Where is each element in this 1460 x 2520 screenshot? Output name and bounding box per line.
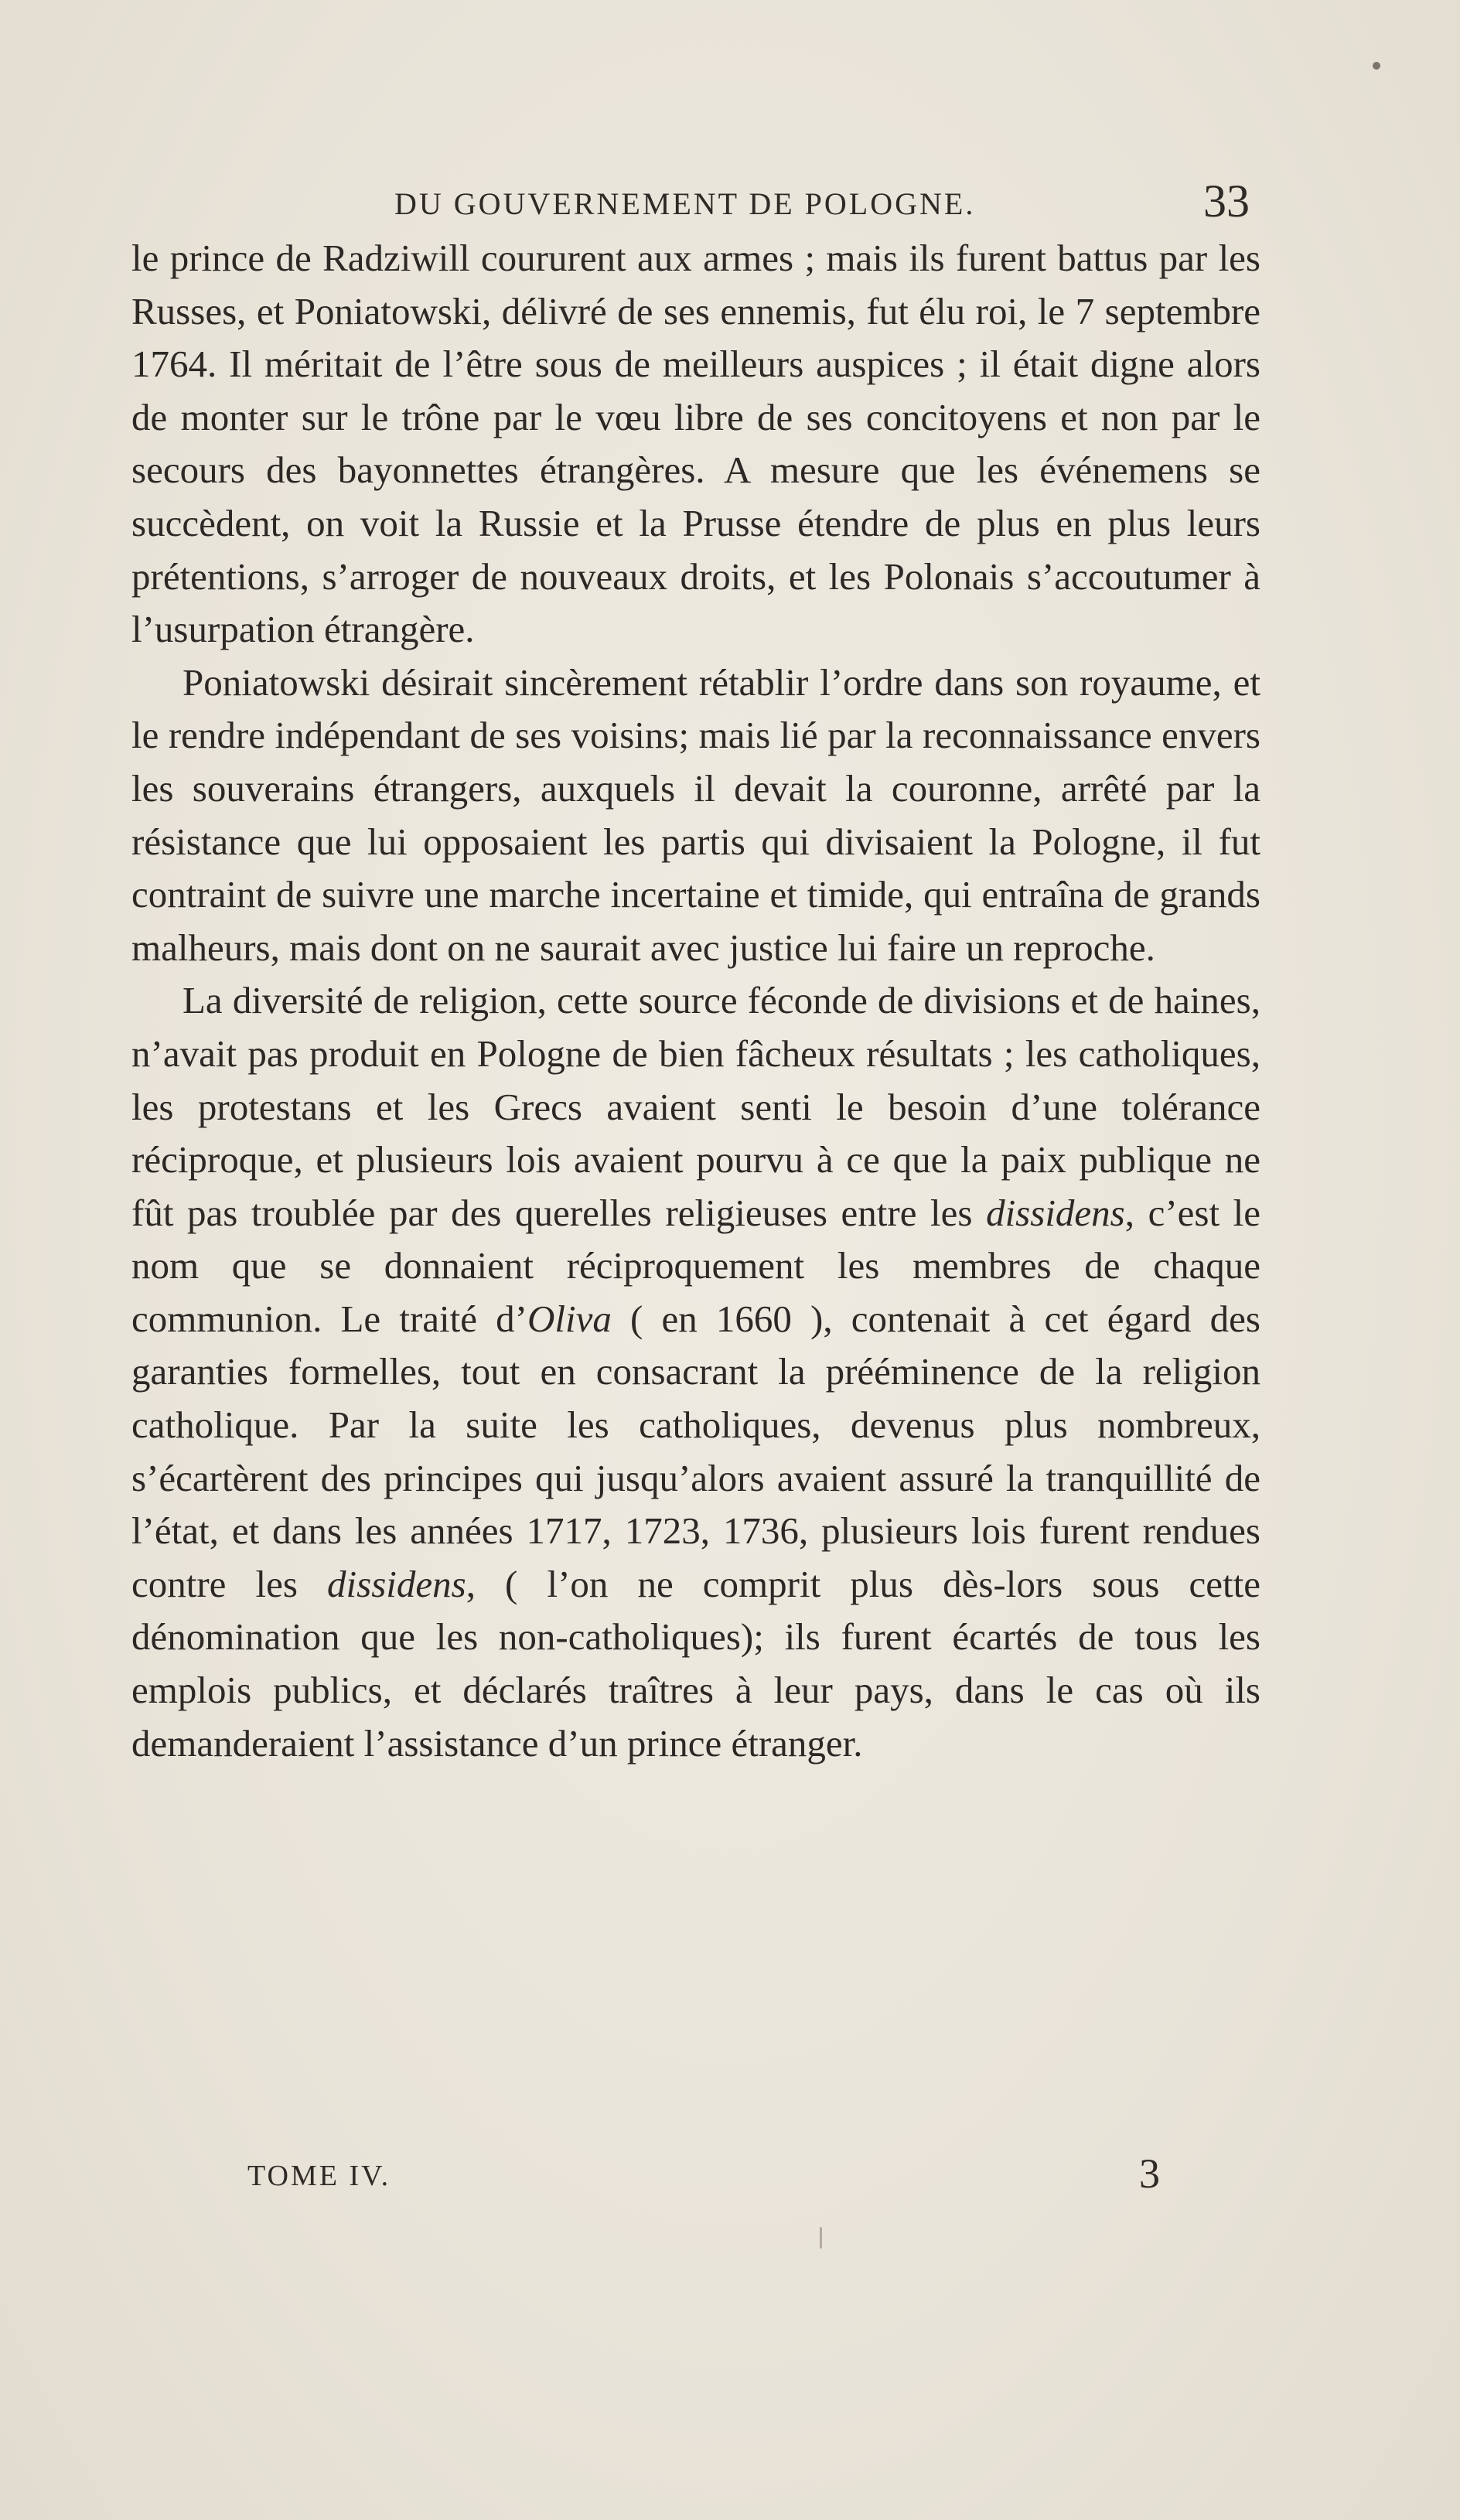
italic-dissidens: dissidens: [986, 1191, 1125, 1234]
paragraph-2: Poniatowski désirait sincèrement rétablir l’ordre dans son royaume, et le rendre indépendant de ses voisins; mais lié par la reconnaissance envers les souverains étrangers, auxquels il devait la couronne, arrêté par la résistance que lui opposaient les partis qui divisaient la Pologne, il fut contraint de suivre une marche incertaine et timide, qui entraîna de grands malheurs, mais dont on ne saurait avec justice lui faire un reproche.: [131, 660, 1260, 969]
page-number: 33: [1203, 176, 1250, 227]
running-title: DU GOUVERNEMENT DE POLOGNE.: [394, 186, 976, 221]
italic-oliva: Oliva: [527, 1297, 612, 1340]
paper-speck: [1373, 62, 1380, 70]
paragraph-3-text: , ( l’on ne comprit plus dès-lors sous cette dénomination que les non-catholiques); ils furent écartés de tous les emplois publics, et déclarés traîtres à leur pays, dans le cas où ils demanderaient l’assistance d’un prince étranger.: [131, 1562, 1260, 1765]
volume-label: TOME IV.: [247, 2160, 391, 2192]
paragraph-3: [131, 974, 1260, 1770]
paragraph-1: le prince de Radziwill coururent aux armes ; mais ils furent battus par les Russes, et Poniatowski, délivré de ses ennemis, fut élu roi, le 7 septembre 1764. Il méritait de l’être sous de meilleurs auspices ; il était digne alors de monter sur le trône par le vœu libre de ses concitoyens et non par le secours des bayonnettes étrangères. A mesure que les événemens se succèdent, on voit la Russie et la Prusse étendre de plus en plus leurs prétentions, s’arroger de nouveaux droits, et les Polonais s’accoutumer à l’usurpation étrangère.: [131, 237, 1260, 651]
paper-speck: [820, 2227, 822, 2249]
paragraph-3-text: La diversité de religion, cette source féconde de divisions et de haines, n’avait pas produit en Pologne de bien fâcheux résultats ; les catholiques, les protestans et les Grecs avaient senti le besoin d’une tolérance réciproque, et plusieurs lois avaient pourvu à ce que la paix publique ne fût pas troublée par des querelles religieuses entre les: [131, 979, 1260, 1234]
page-header: [394, 175, 1276, 229]
paragraph-3-text: ( en 1660 ), contenait à cet égard des garanties formelles, tout en consacrant la prééminence de la religion catholique. Par la suite les catholiques, devenus plus nombreux, s’écartèrent des principes qui jusqu’alors avaient assuré la tranquillité de l’état, et dans les années 1717, 1723, 1736, plusieurs lois furent rendues contre les: [131, 1297, 1261, 1605]
italic-dissidens: dissidens: [327, 1562, 466, 1605]
paragraph-3-text: , c’est le nom que se donnaient réciproquement les membres de chaque communion. Le traité d’: [131, 1191, 1260, 1340]
signature-number: 3: [1139, 2150, 1160, 2197]
page-footer: [247, 2150, 1160, 2204]
page-body: [131, 232, 1260, 1770]
